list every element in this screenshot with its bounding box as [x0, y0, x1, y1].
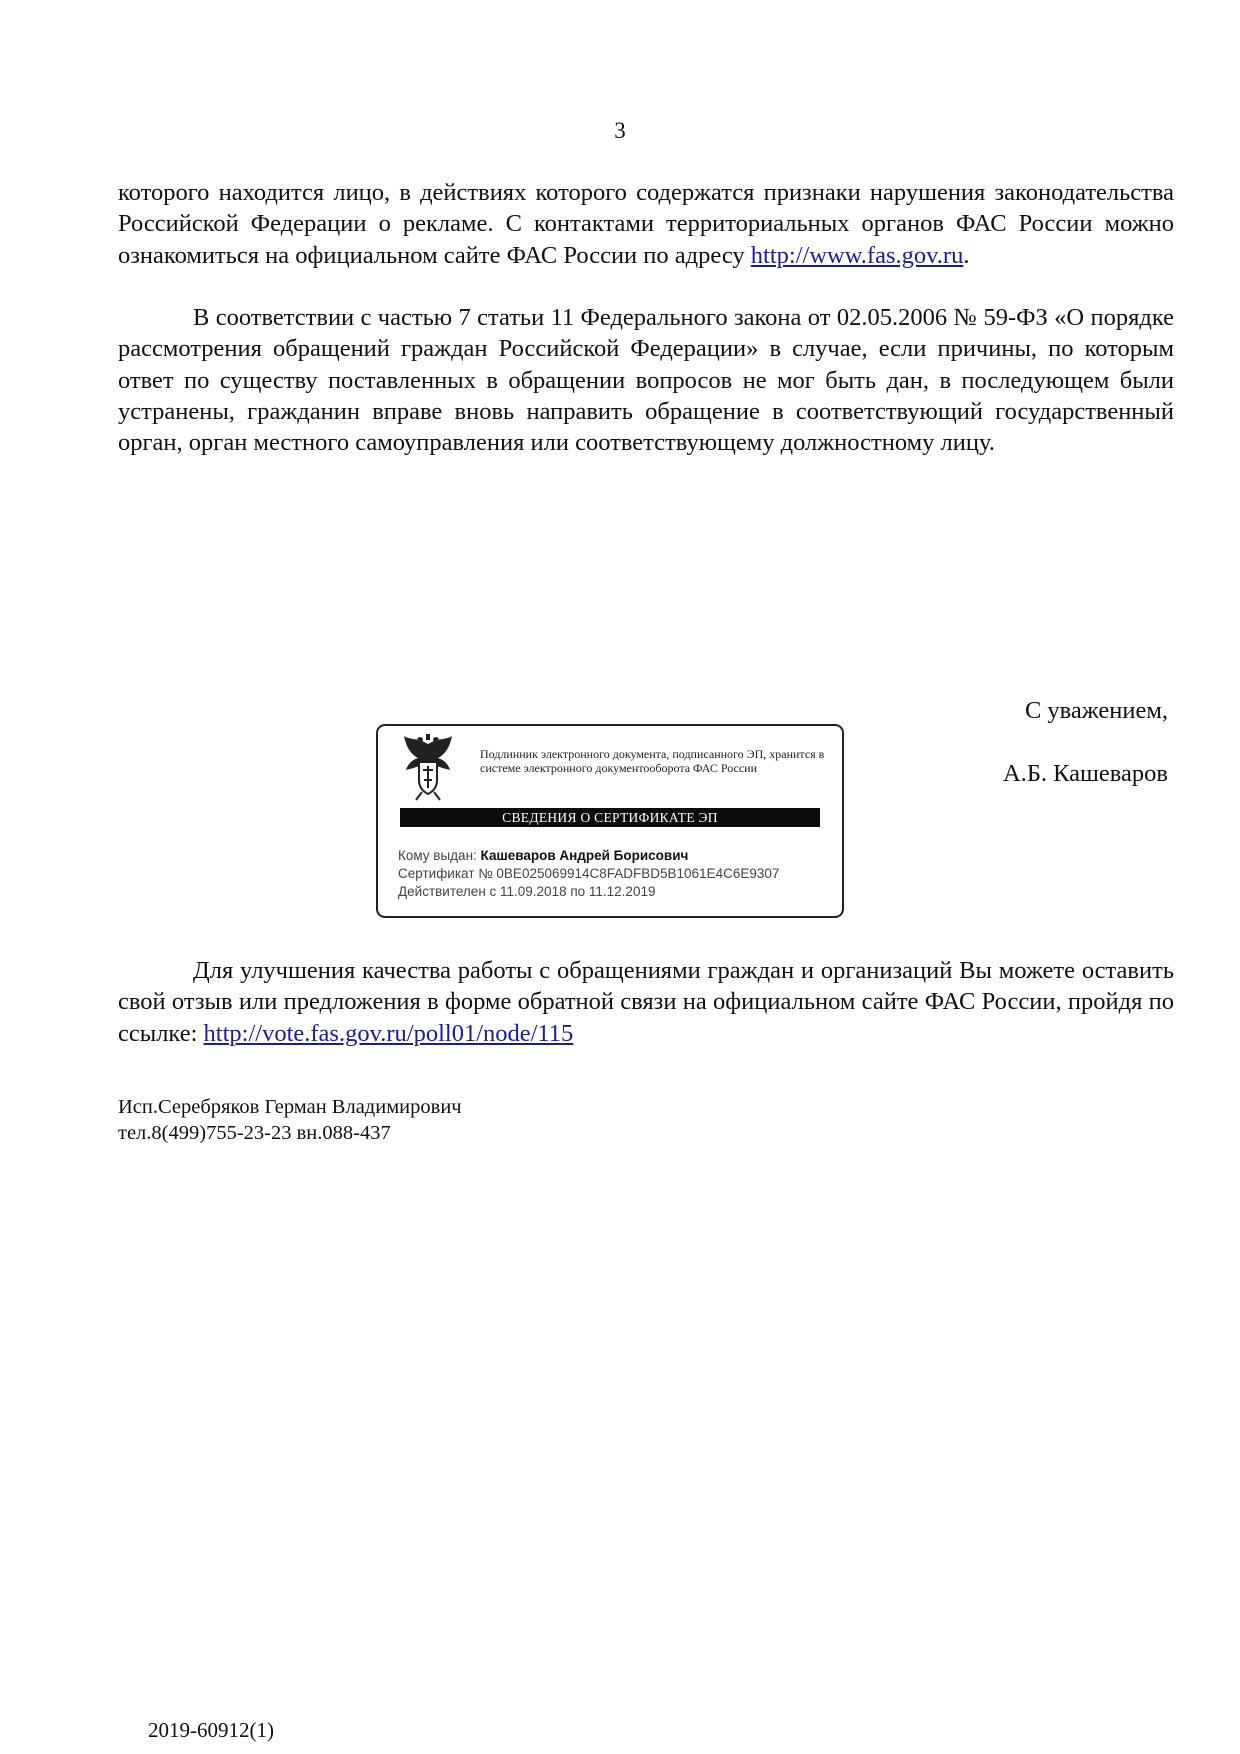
paragraph-feedback-text: Для улучшения качества работы с обращениями граждан и организаций Вы можете оставить свой отзыв или предложения в форме обратной связи на официальном сайте ФАС России, пройдя по ссылке: — [118, 957, 1174, 1047]
electronic-signature-stamp — [376, 724, 844, 918]
stamp-holder-name: Кашеваров Андрей Борисович — [480, 848, 689, 863]
stamp-holder-line — [398, 847, 838, 865]
fas-website-link[interactable]: http://www.fas.gov.ru — [750, 241, 964, 269]
executor-name: Исп.Серебряков Герман Владимирович — [118, 1096, 462, 1118]
stamp-holder-label: Кому выдан: — [398, 848, 477, 863]
signature-name: А.Б. Кашеваров — [1003, 760, 1168, 787]
executor-phone: тел.8(499)755-23-23 вн.088-437 — [118, 1122, 391, 1144]
signature-greeting: С уважением, — [1024, 697, 1168, 724]
paragraph-feedback — [118, 955, 1174, 1049]
paragraph-contacts-tail: . — [963, 241, 970, 269]
coat-of-arms-icon — [400, 734, 456, 802]
stamp-certificate-number: Сертификат № 0BE025069914C8FADFBD5B1061E4C6E9307 — [398, 866, 780, 881]
stamp-certificate-header: СВЕДЕНИЯ О СЕРТИФИКАТЕ ЭП — [400, 808, 820, 827]
stamp-validity: Действителен с 11.09.2018 по 11.12.2019 — [398, 884, 656, 899]
stamp-description: Подлинник электронного документа, подписанного ЭП, хранится в системе электронного документооборота ФАС России — [480, 747, 825, 775]
document-id: 2019-60912(1) — [148, 1718, 274, 1742]
paragraph-law-reference: В соответствии с частью 7 статьи 11 Федерального закона от 02.05.2006 № 59-ФЗ «О порядке рассмотрения обращений граждан Российской Федерации» в случае, если причины, по которым ответ по существу поставленных в обращении вопросов не мог быть дан, в последующем были устранены, гражданин вправе вновь направить обращение в соответствующий государственный орган, орган местного самоуправления или соответствующему должностному лицу. — [118, 304, 1174, 457]
page-number: 3 — [614, 118, 626, 143]
feedback-poll-link[interactable]: http://vote.fas.gov.ru/poll01/node/115 — [203, 1019, 574, 1047]
paragraph-contacts-text: которого находится лицо, в действиях которого содержатся признаки нарушения законодательства Российской Федерации о рекламе. С контактами территориальных органов ФАС России можно ознакомиться на официальном сайте ФАС России по адресу — [118, 179, 1174, 269]
stamp-certificate-details — [398, 847, 838, 901]
executor-info — [118, 1094, 462, 1146]
paragraph-contacts — [118, 177, 1174, 271]
